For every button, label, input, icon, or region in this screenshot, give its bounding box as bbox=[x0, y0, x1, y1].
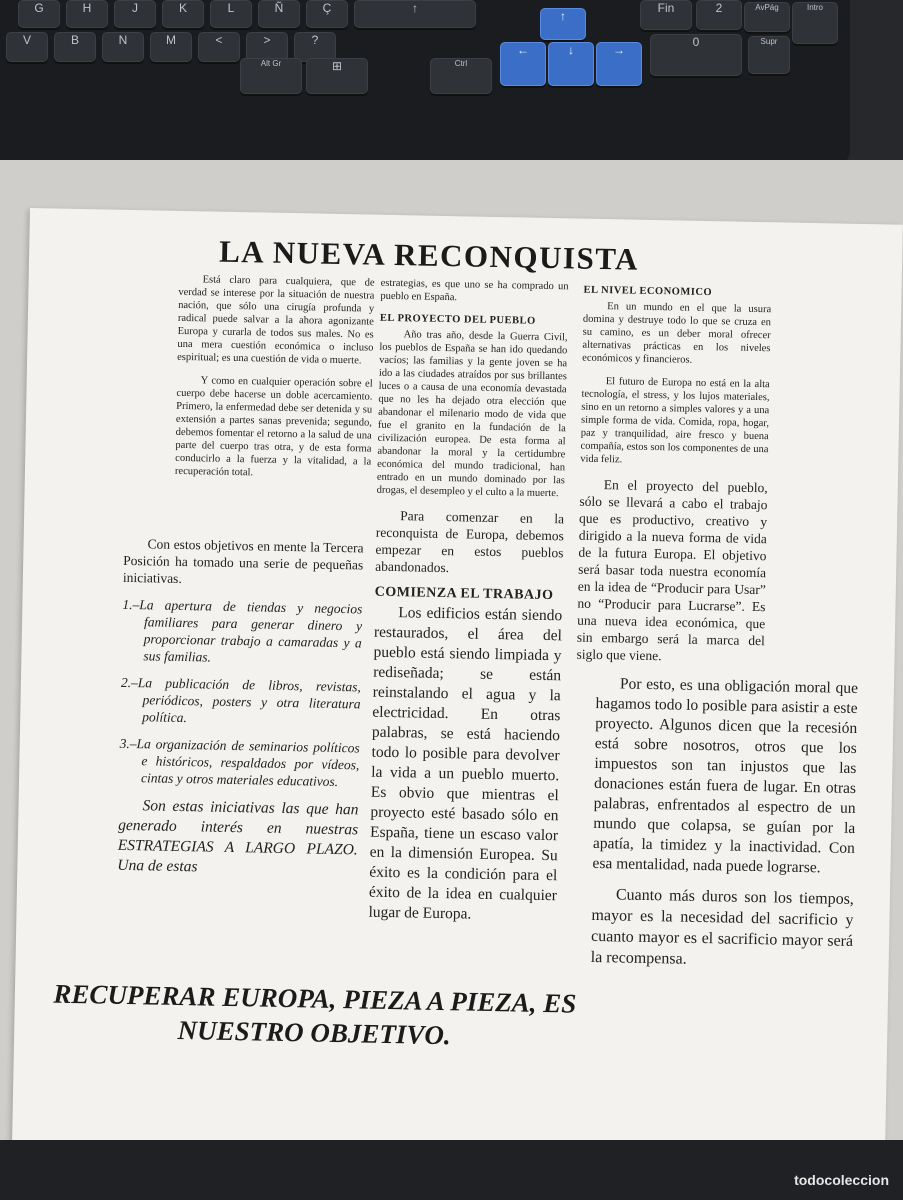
key-arrow-down[interactable] bbox=[548, 42, 594, 86]
column-3-paragraph: Por esto, es una obligación moral que hagamos todo lo posible para asistir a este proyecto. Algunos dicen que la recesión está sobre nosotros, otros que los impuestos son tan injustos que las donaciones están fuera de lugar. En otras palabras, enfrentados al espectro de un mundo que colapsa, se guían por la apatía, la timidez y la inactividad. Con esa mentalidad, nada puede lograrse. bbox=[592, 675, 859, 877]
key-windows[interactable] bbox=[306, 58, 368, 94]
column-2-intro: estrategias, es que uno se ha comprado un pueblo en España. bbox=[380, 277, 569, 304]
key-v[interactable] bbox=[6, 32, 48, 62]
column-1-paragraph: Y como en cualquier operación sobre el cuerpo debe hacerse un doble acercamiento. Primero, la enfermedad debe ser detenida y su extensión a partes sanas prevenida; segundo, debemos fomentar el retorno a la salud de una parte del cuerpo tras otra, y de esta forma conducirlo a la fuerza y la vitalidad, a la recuperación total. bbox=[174, 375, 373, 479]
key-intro[interactable] bbox=[792, 2, 838, 44]
column-3-paragraph: El futuro de Europa no está en la alta tecnología, el stress, y los lujos materiales, sino en un retorno a simples valores y a una simple forma de vida. Comida, ropa, hogar, paz y tranquilidad, aire fresco y buena compañía, estos son los componentes de una vida feliz. bbox=[580, 376, 770, 466]
key-label: H bbox=[82, 1, 92, 15]
key-arrow-up[interactable] bbox=[540, 8, 586, 40]
key-g[interactable] bbox=[18, 0, 60, 28]
section-heading: EL NIVEL ECONOMICO bbox=[583, 284, 713, 299]
column-1-paragraph: Está claro para cualquiera, que de verdad se interese por la situación de nuestra nación, que sólo una cirugía profunda y radical puede salvar a la ahora agonizante Europa y curarla de todos sus males. No es una mera cuestión económica o incluso espiritual; es una cuestión de vida o muerte. bbox=[177, 274, 375, 367]
key-label: → bbox=[613, 43, 625, 57]
watermark-text: todocoleccion bbox=[794, 1172, 889, 1188]
key-j[interactable] bbox=[114, 0, 156, 28]
column-2-paragraph: Para comenzar en la reconquista de Europa, debemos empezar en estos pueblos abandonados. bbox=[375, 508, 565, 576]
key-n-tilde[interactable] bbox=[258, 0, 300, 28]
key-k[interactable] bbox=[162, 0, 204, 28]
headline-slogan: RECUPERAR EUROPA, PIEZA A PIEZA, ES NUESTRO OBJETIVO. bbox=[53, 978, 577, 1051]
key-c-cedilla[interactable] bbox=[306, 0, 348, 28]
key-comma[interactable] bbox=[198, 32, 240, 62]
key-label: ↑ bbox=[560, 9, 566, 23]
section-heading: EL PROYECTO DEL PUEBLO bbox=[379, 312, 536, 327]
key-label: J bbox=[132, 1, 138, 15]
column-1 bbox=[175, 273, 375, 492]
key-label: V bbox=[22, 33, 31, 47]
key-b[interactable] bbox=[54, 32, 96, 62]
key-supr[interactable] bbox=[748, 36, 790, 74]
key-label: ? bbox=[311, 33, 319, 47]
column-3-paragraph: En un mundo en el que la usura domina y destruye todo lo que se cruza en su camino, es un deber moral ofrecer alternativas prácticas en los niveles económicos y financieros. bbox=[582, 301, 772, 366]
article-title: LA NUEVA RECONQUISTA bbox=[218, 233, 640, 277]
initiative-item: 3.–La organización de seminarios políticos e históricos, respaldados por vídeos, cintas y otros materiales educativos. bbox=[119, 735, 360, 790]
keyboard bbox=[0, 0, 903, 175]
column-3-lower bbox=[590, 674, 858, 983]
document-page bbox=[12, 208, 903, 1165]
keyboard-frame bbox=[0, 0, 850, 165]
key-label: Ç bbox=[322, 1, 332, 15]
key-ctrl[interactable] bbox=[430, 58, 492, 94]
key-label: G bbox=[34, 1, 44, 15]
key-label: AvPág bbox=[755, 3, 779, 12]
key-label: < bbox=[215, 33, 223, 47]
key-label: L bbox=[227, 1, 235, 15]
key-h[interactable] bbox=[66, 0, 108, 28]
column-1-closing-paragraph: Son estas iniciativas las que han generado interés en nuestras ESTRATEGIAS A LARGO PLAZO. Una de estas bbox=[117, 797, 359, 876]
key-arrow-right[interactable] bbox=[596, 42, 642, 86]
key-avpag[interactable] bbox=[744, 2, 790, 32]
key-label: M bbox=[166, 33, 176, 47]
key-label: Ñ bbox=[274, 1, 284, 15]
column-3-paragraph: En el proyecto del pueblo, sólo se llevará a cabo el trabajo que es productivo, creativo y dirigido a la nueva forma de vida de la futura Europa. El objetivo será basar toda nuestra economía en la idea de “Producir para Usar” no “Producir para Lucrarse”. Es una nueva idea económica, que sin embargo será la marca del siglo que viene. bbox=[576, 477, 768, 664]
section-heading: COMIENZA EL TRABAJO bbox=[374, 584, 554, 604]
column-3-paragraph: Cuanto más duros son los tiempos, mayor es la necesidad del sacrificio y cuanto mayor es el sacrificio mayor será la recompensa. bbox=[590, 886, 855, 968]
column-2-paragraph: Los edificios están siendo restaurados, el área del pueblo está siendo limpiada y rediseñada; se están reinstalando el agua y la electricidad. En otras palabras, se está haciendo todo lo posible para devolver la vida a un pueblo muerto. Es obvio que mientras el proyecto esté basado sólo en España, tiene un escaso valor en la dimensión Europea. Su éxito es la condición para el éxito de la idea en cualquier lugar de Europa. bbox=[368, 604, 563, 923]
column-1-lower bbox=[117, 535, 364, 891]
key-label: B bbox=[70, 33, 79, 47]
key-label: Fin bbox=[657, 1, 675, 15]
intro-paragraph: Con estos objetivos en mente la Tercera Posición ha tomado una serie de pequeñas iniciativas. bbox=[122, 536, 364, 586]
key-numpad-0[interactable] bbox=[650, 34, 742, 76]
key-label: Intro bbox=[806, 3, 823, 12]
key-arrow-left[interactable] bbox=[500, 42, 546, 86]
key-label: ⊞ bbox=[331, 59, 343, 73]
key-label: Alt Gr bbox=[260, 59, 282, 68]
key-m[interactable] bbox=[150, 32, 192, 62]
key-label: 0 bbox=[692, 35, 700, 49]
initiative-item: 1.–La apertura de tiendas y negocios familiares para generar dinero y proporcionar trabajo a camaradas y a sus familias. bbox=[122, 596, 363, 665]
key-label: K bbox=[178, 1, 187, 15]
key-label: Ctrl bbox=[454, 59, 468, 68]
column-3 bbox=[576, 281, 771, 677]
column-2 bbox=[368, 277, 569, 936]
column-2-paragraph: Año tras año, desde la Guerra Civil, los pueblos de España se han ido quedando vacíos; las familias y la gente joven se ha ido a las ciudades atraídos por sus brillantes luces o a causa de una economía devastada que no les ha dejado otra elección que abandonar el milenario modo de vida que fue el granito en la fundación de la civilización europea. De esta forma al abandonar la moral y la certidumbre económica del mundo tradicional, han entrado en un mundo dominado por las drogas, el desempleo y el culto a la muerte. bbox=[376, 329, 568, 500]
key-numpad-2[interactable] bbox=[696, 0, 742, 30]
key-l[interactable] bbox=[210, 0, 252, 28]
key-label: ↑ bbox=[412, 1, 418, 15]
key-fin[interactable] bbox=[640, 0, 692, 30]
key-shift[interactable] bbox=[354, 0, 476, 28]
key-label: Supr bbox=[760, 37, 778, 46]
key-label: N bbox=[118, 33, 128, 47]
table-edge bbox=[0, 1140, 903, 1200]
key-label: ← bbox=[517, 43, 529, 57]
key-alt-gr[interactable] bbox=[240, 58, 302, 94]
key-label: 2 bbox=[715, 1, 723, 15]
initiative-item: 2.–La publicación de libros, revistas, periódicos, posters y otra literatura política. bbox=[120, 674, 362, 726]
key-label: ↓ bbox=[568, 43, 574, 57]
key-n[interactable] bbox=[102, 32, 144, 62]
key-label: > bbox=[263, 33, 271, 47]
